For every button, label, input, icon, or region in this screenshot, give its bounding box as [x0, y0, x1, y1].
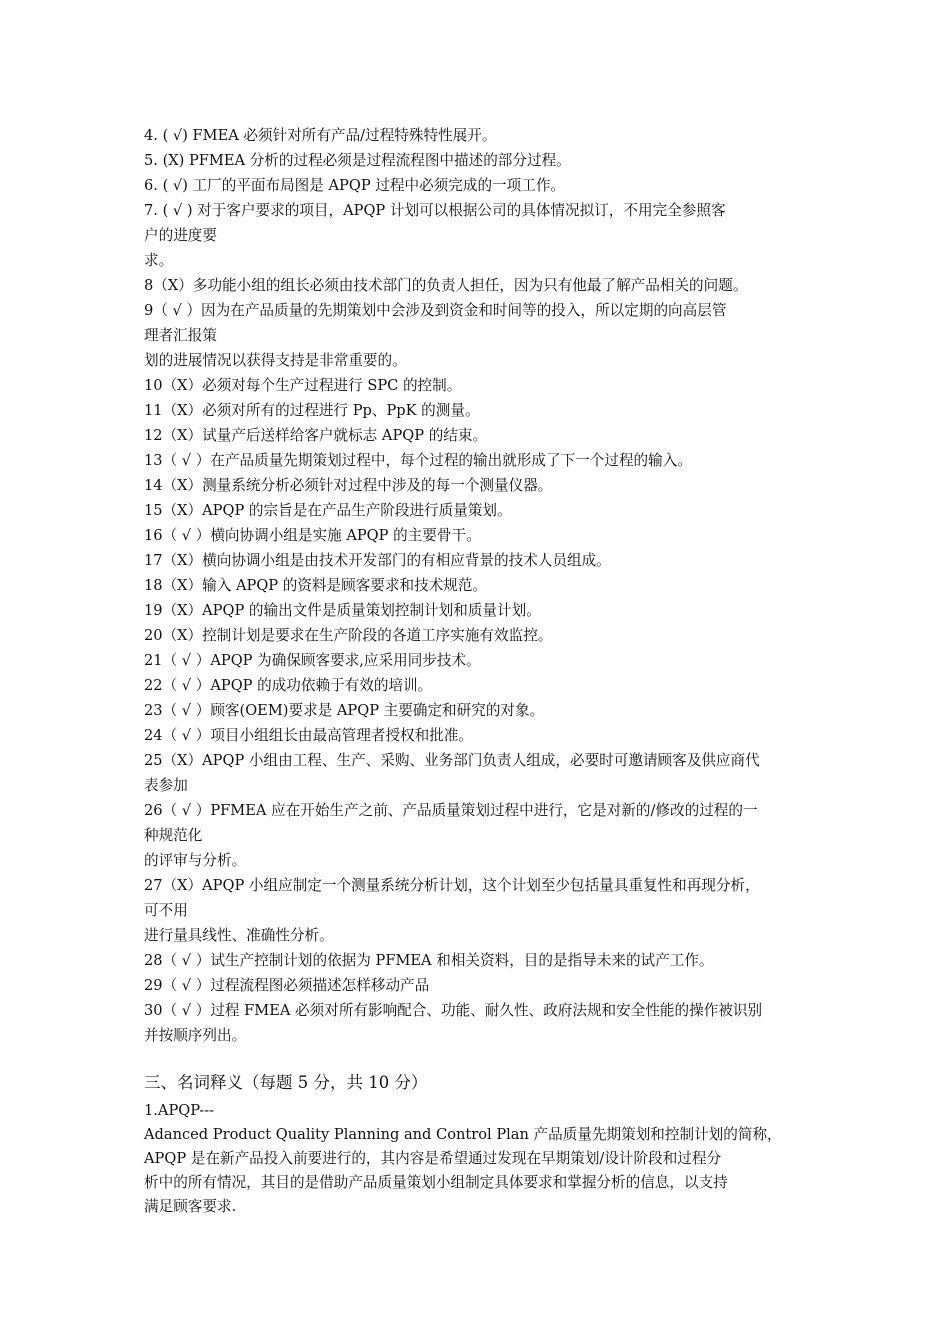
- tf-item-30: 30（ √ ）过程 FMEA 必须对所有影响配合、功能、耐久性、政府法规和安全性能的操作被识别: [144, 1002, 763, 1019]
- tf-item-12: 12（X）试量产后送样给客户就标志 APQP 的结束。: [144, 427, 488, 444]
- term-definition-line: APQP 是在新产品投入前要进行的，其内容是希望通过发现在早期策划/设计阶段和过程分: [144, 1150, 722, 1167]
- tf-item-9-cont: 理者汇报策: [144, 327, 217, 344]
- tf-item-7-cont: 户的进度要: [144, 227, 217, 244]
- tf-item-7: 7. ( √ ) 对于客户要求的项目，APQP 计划可以根据公司的具体情况拟订，不用完全参照客: [144, 202, 726, 219]
- tf-item-25-cont: 表参加: [144, 777, 188, 794]
- term-title: 1.APQP---: [144, 1102, 215, 1119]
- tf-item-21: 21（ √ ）APQP 为确保顾客要求,应采用同步技术。: [144, 652, 481, 669]
- tf-item-25: 25（X）APQP 小组由工程、生产、采购、业务部门负责人组成，必要时可邀请顾客及供应商代: [144, 752, 760, 769]
- term-definition-line: 析中的所有情况，其目的是借助产品质量策划小组制定具体要求和掌握分析的信息，以支持: [144, 1174, 728, 1191]
- tf-item-26: 26（ √ ）PFMEA 应在开始生产之前、产品质量策划过程中进行，它是对新的/修改的过程的一: [144, 802, 758, 819]
- tf-item-29: 29（ √ ）过程流程图必须描述怎样移动产品: [144, 977, 430, 994]
- tf-item-9: 9（ √ ）因为在产品质量的先期策划中会涉及到资金和时间等的投入，所以定期的向高层管: [144, 302, 727, 319]
- tf-item-5: 5. (X) PFMEA 分析的过程必须是过程流程图中描述的部分过程。: [144, 152, 571, 169]
- tf-item-23: 23（ √ ）顾客(OEM)要求是 APQP 主要确定和研究的对象。: [144, 702, 545, 719]
- tf-item-19: 19（X）APQP 的输出文件是质量策划控制计划和质量计划。: [144, 602, 541, 619]
- tf-item-14: 14（X）测量系统分析必须针对过程中涉及的每一个测量仪器。: [144, 477, 553, 494]
- tf-item-24: 24（ √ ）项目小组组长由最高管理者授权和批准。: [144, 727, 474, 744]
- term-definition-line: Adanced Product Quality Planning and Control Plan 产品质量先期策划和控制计划的简称，: [144, 1126, 782, 1143]
- tf-item-6: 6. ( √) 工厂的平面布局图是 APQP 过程中必须完成的一项工作。: [144, 177, 566, 194]
- tf-item-16: 16（ √ ）横向协调小组是实施 APQP 的主要骨干。: [144, 527, 481, 544]
- tf-item-8: 8（X）多功能小组的组长必须由技术部门的负责人担任，因为只有他最了解产品相关的问题。: [144, 277, 748, 294]
- tf-item-11: 11（X）必须对所有的过程进行 Pp、PpK 的测量。: [144, 402, 480, 419]
- tf-item-27-cont: 可不用: [144, 902, 188, 919]
- tf-item-4: 4. ( √) FMEA 必须针对所有产品/过程特殊特性展开。: [144, 127, 497, 144]
- tf-item-10: 10（X）必须对每个生产过程进行 SPC 的控制。: [144, 377, 462, 394]
- tf-item-7-cont: 求。: [144, 252, 174, 269]
- tf-item-15: 15（X）APQP 的宗旨是在产品生产阶段进行质量策划。: [144, 502, 512, 519]
- tf-item-13: 13（ √ ）在产品质量先期策划过程中，每个过程的输出就形成了下一个过程的输入。: [144, 452, 692, 469]
- tf-item-22: 22（ √ ）APQP 的成功依赖于有效的培训。: [144, 677, 433, 694]
- section-heading: 三、名词释义（每题 5 分，共 10 分）: [144, 1073, 428, 1092]
- tf-item-28: 28（ √ ）试生产控制计划的依据为 PFMEA 和相关资料，目的是指导未来的试产工作。: [144, 952, 714, 969]
- tf-item-9-cont: 划的进展情况以获得支持是非常重要的。: [144, 352, 407, 369]
- tf-item-26-cont: 种规范化: [144, 827, 203, 844]
- tf-item-20: 20（X）控制计划是要求在生产阶段的各道工序实施有效监控。: [144, 627, 553, 644]
- tf-item-27: 27（X）APQP 小组应制定一个测量系统分析计划，这个计划至少包括量具重复性和再现分析，: [144, 877, 760, 894]
- tf-item-30-cont: 并按顺序列出。: [144, 1027, 247, 1044]
- term-definition-line: 满足顾客要求.: [144, 1198, 237, 1215]
- tf-item-27-cont: 进行量具线性、准确性分析。: [144, 927, 334, 944]
- tf-item-26-cont: 的评审与分析。: [144, 852, 247, 869]
- tf-item-18: 18（X）输入 APQP 的资料是顾客要求和技术规范。: [144, 577, 488, 594]
- tf-item-17: 17（X）横向协调小组是由技术开发部门的有相应背景的技术人员组成。: [144, 552, 611, 569]
